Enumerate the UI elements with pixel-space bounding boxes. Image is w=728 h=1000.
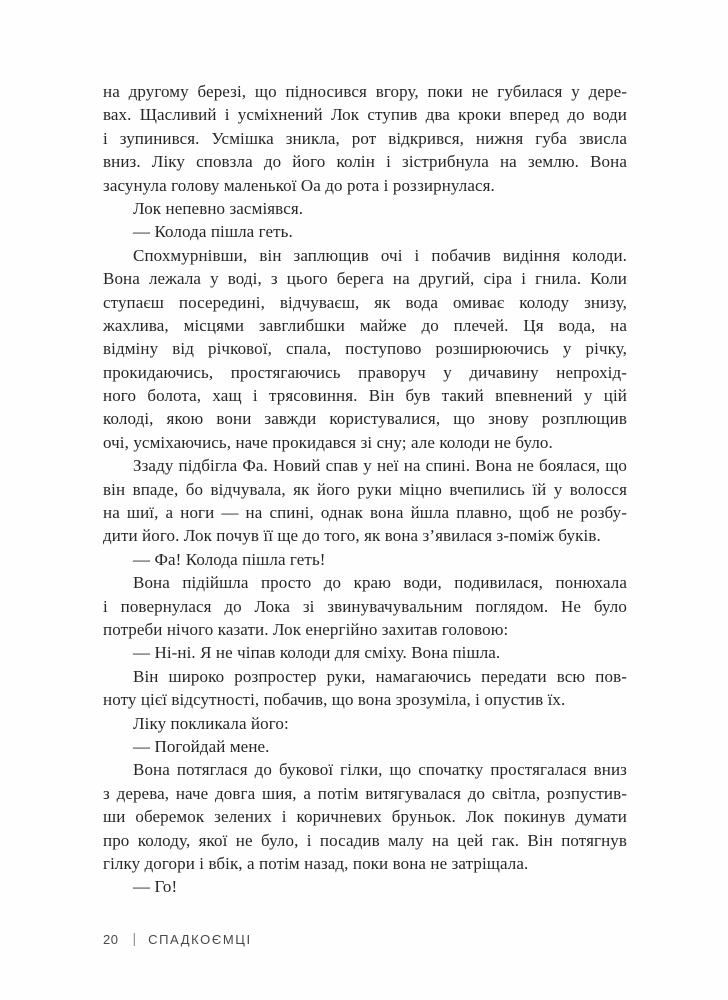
text-line: вах. Щасливий і усміхнений Лок ступив два кроки вперед до води [103, 105, 627, 125]
text-line: дити його. Лок почув її ще до того, як вона з’явилася з-поміж буків. [103, 526, 601, 546]
text-line: прокидаючись, простягаючись праворуч у дичавину непрохід- [103, 362, 627, 382]
text-line: ного болота, хащ і трясовиння. Він був такий впевнений у цій [103, 386, 627, 406]
text-line: — Погойдай мене. [133, 736, 270, 756]
text-line: — Го! [133, 877, 178, 897]
text-line: — Колода пішла геть. [133, 222, 293, 242]
paragraph [103, 197, 627, 220]
text-line: і зупинився. Усмішка зникла, рот відкрився, нижня губа звисла [103, 128, 627, 148]
text-line: — Ні-ні. Я не чіпав колоди для сміху. Вона пішла. [133, 643, 501, 663]
page-footer [103, 931, 252, 947]
text-line: Ліку покликала його: [133, 713, 289, 733]
book-title: СПАДКОЄМЦІ [148, 931, 252, 947]
text-line: відміну від річкової, спала, поступово розширюючись у річку, [103, 339, 627, 359]
text-line: Спохмурнівши, він заплющив очі і побачив видіння колоди. [133, 245, 627, 265]
paragraph [103, 548, 627, 571]
paragraph [103, 571, 627, 641]
paragraph [103, 758, 627, 875]
paragraph [103, 244, 627, 455]
text-line: засунула голову маленької Оа до рота і роззирнулася. [103, 175, 495, 195]
text-line: Лок непевно засміявся. [133, 198, 304, 218]
text-line: ши оберемок зелених і коричневих бруньок. Лок покинув думати [103, 807, 627, 827]
paragraph [103, 665, 627, 712]
text-line: Вона лежала у воді, з цього берега на другий, сіра і гнила. Коли [103, 269, 627, 289]
text-line: Вона підійшла просто до краю води, подивилася, понюхала [133, 573, 627, 593]
text-line: Він широко розпростер руки, намагаючись передати всю пов- [133, 666, 627, 686]
text-line: на другому березі, що підносився вгору, поки не губилася у дере- [103, 82, 627, 101]
text-line: колоді, якою вони завжди користувалися, що знову розплющив [103, 409, 627, 429]
text-line: Вона потяглася до букової гілки, що спочатку простягалася вниз [133, 760, 627, 780]
paragraph [103, 641, 627, 664]
text-line: і повернулася до Лока зі звинувачувальним поглядом. Не було [103, 596, 627, 616]
text-line: потреби нічого казати. Лок енергійно захитав головою: [103, 619, 509, 639]
paragraph [103, 454, 627, 548]
paragraph [103, 220, 627, 243]
text-line: — Фа! Колода пішла геть! [133, 549, 326, 569]
text-line: про колоду, якої не було, і посадив малу на цей гак. Він потягнув [103, 830, 627, 850]
page-number: 20 [103, 931, 119, 947]
text-line: на шиї, а ноги — на спині, однак вона йшла плавно, щоб не розбу- [103, 503, 627, 523]
text-line: ступаєш посередині, відчуваєш, як вода омиває колоду знизу, [103, 292, 627, 312]
text-line: гілку догори і вбік, а потім назад, поки вона не затріщала. [103, 853, 529, 873]
paragraph [103, 875, 627, 898]
text-line: з дерева, наче довга шия, а потім витягувалася до світла, розпустив- [103, 783, 627, 803]
text-line: жахлива, місцями завглибшки майже до плечей. Ця вода, на [103, 315, 627, 335]
text-line: вниз. Ліку сповзла до його колін і зістрибнула на землю. Вона [103, 152, 627, 172]
paragraph [103, 80, 627, 197]
paragraph [103, 735, 627, 758]
text-line: очі, усміхаючись, наче прокидався зі сну; але колоди не було. [103, 432, 553, 452]
footer-separator: | [132, 930, 137, 946]
text-line: він впаде, бо відчувала, як його руки міцно вчепились їй у волосся [103, 479, 627, 499]
paragraph [103, 712, 627, 735]
text-line: Ззаду підбігла Фа. Новий спав у неї на спині. Вона не боялася, що [133, 456, 627, 476]
text-line: ноту цієї відсутності, побачив, що вона зрозуміла, і опустив їх. [103, 690, 566, 710]
text-content [103, 80, 627, 899]
